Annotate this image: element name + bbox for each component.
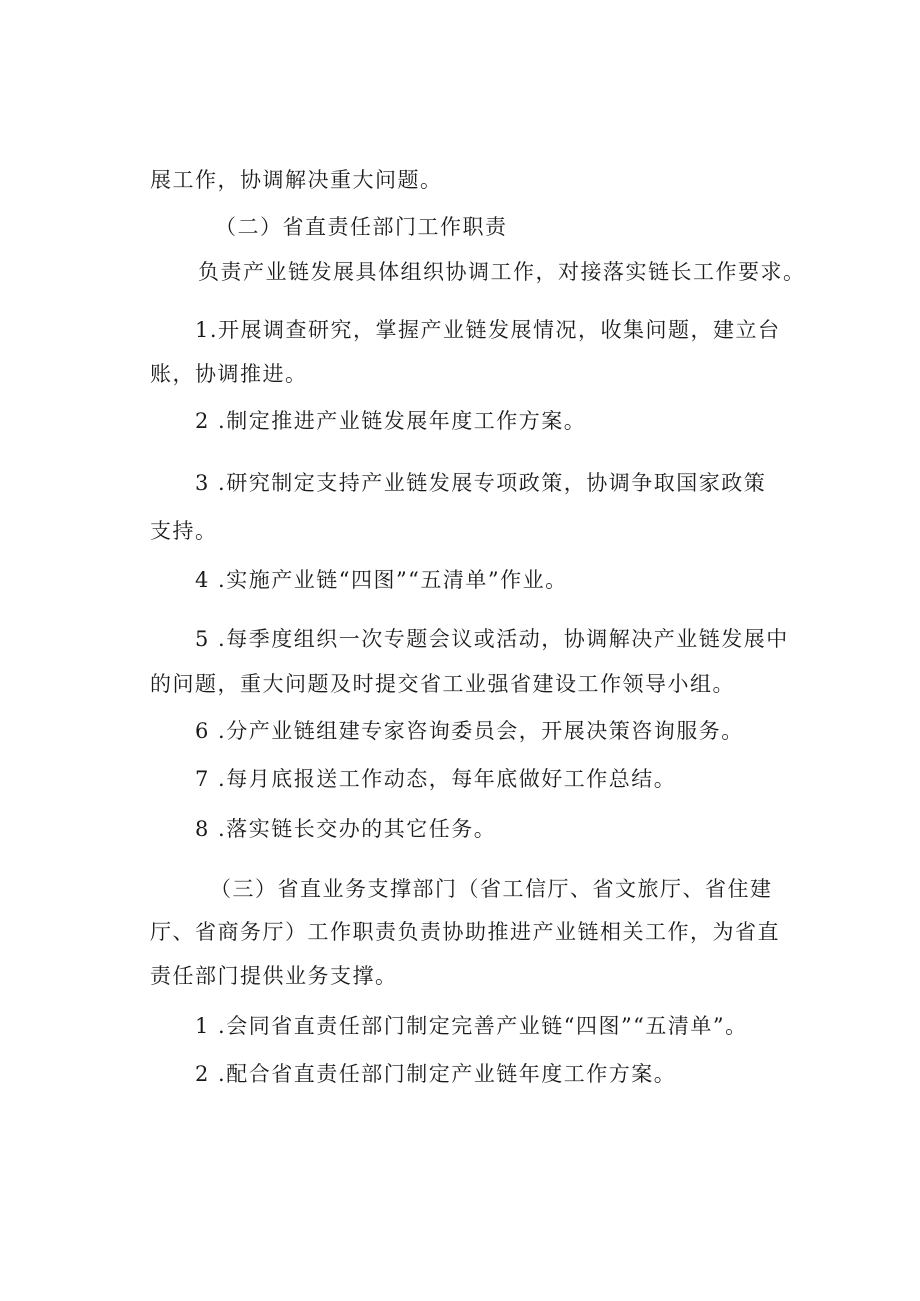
list-item: 2 .制定推进产业链发展年度工作方案。 xyxy=(195,409,587,433)
list-item: 7 .每月底报送工作动态，每年底做好工作总结。 xyxy=(195,767,677,791)
paragraph-line: 的问题，重大问题及时提交省工业强省建设工作领导小组。 xyxy=(150,672,735,696)
list-item: 4 .实施产业链“四图”“五清单”作业。 xyxy=(195,568,568,592)
list-item: 1.开展调查研究，掌握产业链发展情况，收集问题，建立台 xyxy=(195,318,781,342)
paragraph-line: 责任部门提供业务支撑。 xyxy=(150,964,398,988)
paragraph-line: 支持。 xyxy=(150,519,218,543)
list-item: 2 .配合省直责任部门制定产业链年度工作方案。 xyxy=(195,1062,677,1086)
list-item: 8 .落实链长交办的其它任务。 xyxy=(195,817,497,841)
paragraph-line: 厅、省商务厅）工作职责负责协助推进产业链相关工作，为省直 xyxy=(150,920,780,944)
list-item: 1 .会同省直责任部门制定完善产业链“四图”“五清单”。 xyxy=(195,1014,748,1038)
list-item: 6 .分产业链组建专家咨询委员会，开展决策咨询服务。 xyxy=(195,719,744,743)
list-item: 3 .研究制定支持产业链发展专项政策，协调争取国家政策 xyxy=(195,471,767,495)
paragraph-line: 账，协调推进。 xyxy=(150,362,308,386)
section-heading: （二）省直责任部门工作职责 xyxy=(215,215,508,239)
section-heading: （三）省直业务支撑部门（省工信厅、省文旅厅、省住建 xyxy=(210,877,773,901)
paragraph-line: 负责产业链发展具体组织协调工作，对接落实链长工作要求。 xyxy=(198,260,806,284)
paragraph-line: 展工作，协调解决重大问题。 xyxy=(150,168,443,192)
list-item: 5 .每季度组织一次专题会议或活动，协调解决产业链发展中 xyxy=(195,627,789,651)
